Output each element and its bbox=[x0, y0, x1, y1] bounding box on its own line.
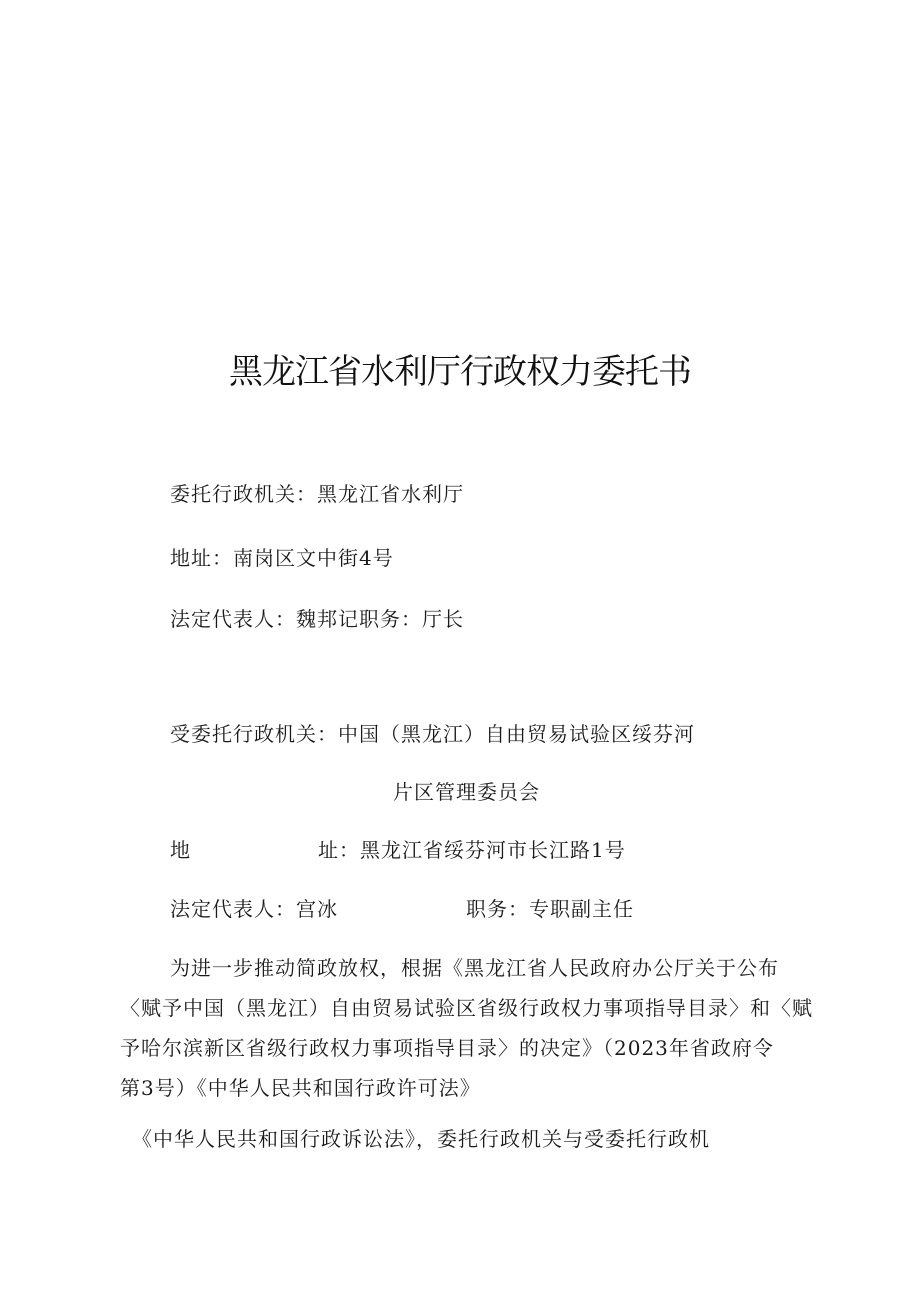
body-line-1: 为进一步推动简政放权，根据《黑龙江省人民政府办公厅关于公布 bbox=[170, 956, 779, 980]
body-line-5: 《中华人民共和国行政诉讼法》，委托行政机关与受委托行政机 bbox=[132, 1127, 710, 1151]
entrusted-representative: 法定代表人：宫冰 bbox=[170, 897, 338, 921]
entrusted-address-label: 地 bbox=[170, 838, 191, 862]
body-line-3: 予哈尔滨新区省级行政权力事项指导目录〉的决定》（2023年省政府令 bbox=[120, 1036, 774, 1060]
entrusted-address-value: 址：黑龙江省绥芬河市长江路1号 bbox=[318, 838, 626, 862]
entrusted-agency-line2: 片区管理委员会 bbox=[393, 780, 540, 804]
body-line-2: 〈赋予中国（黑龙江）自由贸易试验区省级行政权力事项指导目录〉和〈赋 bbox=[120, 996, 813, 1020]
entrusted-position: 职务：专职副主任 bbox=[466, 897, 634, 921]
entrusting-address: 地址：南岗区文中街4号 bbox=[170, 546, 394, 570]
document-title: 黑龙江省水利厅行政权力委托书 bbox=[229, 352, 691, 392]
entrusting-representative: 法定代表人：魏邦记职务：厅长 bbox=[170, 607, 464, 631]
entrusted-agency-line1: 受委托行政机关：中国（黑龙江）自由贸易试验区绥芬河 bbox=[170, 722, 695, 746]
body-line-4: 第3号）《中华人民共和国行政许可法》 bbox=[120, 1076, 481, 1100]
entrusting-agency: 委托行政机关：黑龙江省水利厅 bbox=[170, 482, 464, 506]
